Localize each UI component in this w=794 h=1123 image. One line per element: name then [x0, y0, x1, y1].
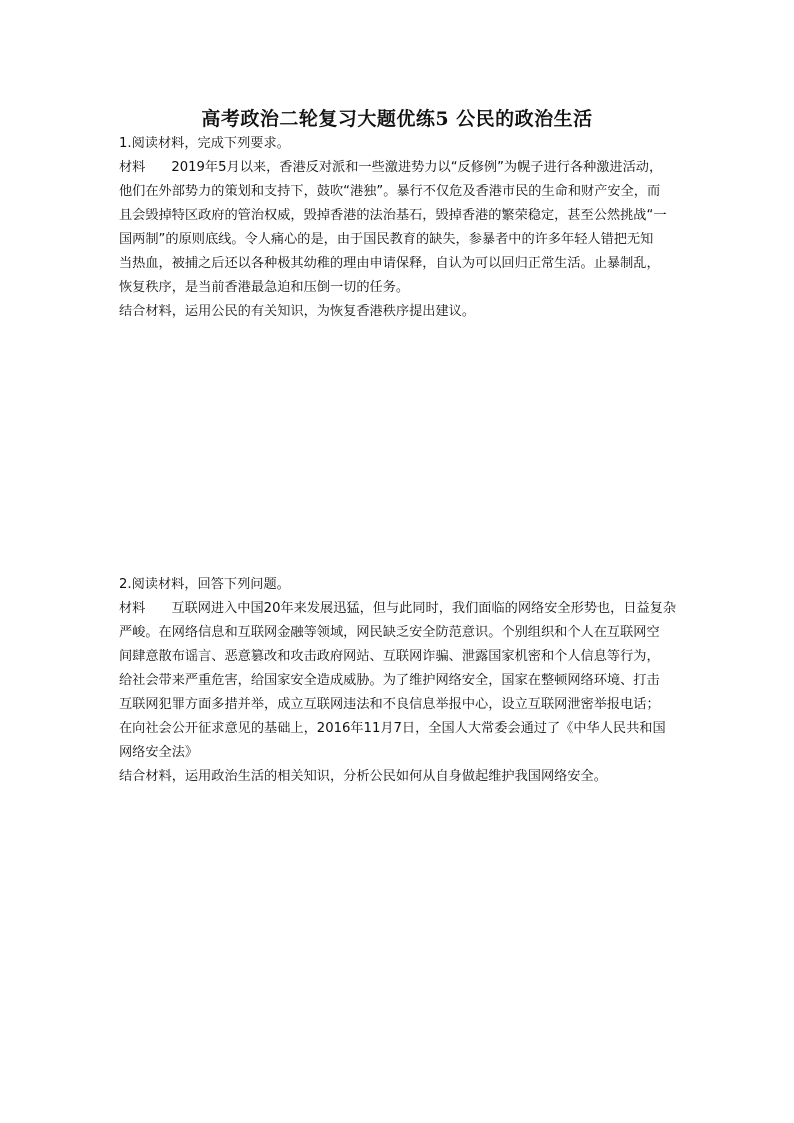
- question-2-material-line: 严峻。在网络信息和互联网金融等领域，网民缺乏安全防范意识。个别组织和个人在互联网空: [119, 625, 660, 640]
- material-label: 材料: [119, 160, 146, 175]
- question-1-material-line: 当热血，被捕之后还以各种极其幼稚的理由申请保释，自认为可以回归正常生活。止暴制乱，: [119, 256, 660, 271]
- question-1-prompt: 1.阅读材料，完成下列要求。: [119, 136, 290, 151]
- question-1-material-line: 恢复秩序，是当前香港最急迫和压倒一切的任务。: [119, 280, 410, 295]
- question-1-material-line: [119, 156, 701, 180]
- question-2-prompt: 2.阅读材料，回答下列问题。: [119, 577, 290, 592]
- question-2-material-line: 间肆意散布谣言、恶意篡改和攻击政府网站、互联网诈骗、泄露国家机密和个人信息等行为，: [119, 649, 660, 664]
- question-1-material-line: 且会毁掉特区政府的管治权威，毁掉香港的法治基石，毁掉香港的繁荣稳定，甚至公然挑战“一: [119, 208, 667, 223]
- material-text: 2019年5月以来，香港反对派和一些激进势力以“反修例”为幌子进行各种激进活动，: [171, 160, 663, 175]
- question-1: [119, 132, 701, 324]
- question-2-material-line: [119, 597, 701, 621]
- question-2-material-line: 在向社会公开征求意见的基础上，2016年11月7日，全国人大常委会通过了《中华人民共和国: [119, 721, 666, 736]
- question-1-material-line: 他们在外部势力的策划和支持下，鼓吹“港独”。暴行不仅危及香港市民的生命和财产安全，而: [119, 184, 661, 199]
- material-label: 材料: [119, 601, 146, 616]
- question-1-task: 结合材料，运用公民的有关知识，为恢复香港秩序提出建议。: [119, 304, 476, 319]
- question-2-material-line: 网络安全法》: [119, 745, 199, 760]
- question-2-task: 结合材料，运用政治生活的相关知识，分析公民如何从自身做起维护我国网络安全。: [119, 769, 607, 784]
- question-2-material-line: 互联网犯罪方面多措并举，成立互联网违法和不良信息举报中心，设立互联网泄密举报电话；: [119, 697, 660, 712]
- question-2: [119, 573, 701, 789]
- question-1-material-line: 国两制”的原则底线。令人痛心的是，由于国民教育的缺失，参暴者中的许多年轻人错把无知: [119, 232, 654, 247]
- document-title: 高考政治二轮复习大题优练5 公民的政治生活: [201, 108, 593, 130]
- question-2-material-line: 给社会带来严重危害，给国家安全造成威胁。为了维护网络安全，国家在整顿网络环境、打击: [119, 673, 660, 688]
- material-text: 互联网进入中国20年来发展迅猛，但与此同时，我们面临的网络安全形势也，日益复杂: [171, 601, 677, 616]
